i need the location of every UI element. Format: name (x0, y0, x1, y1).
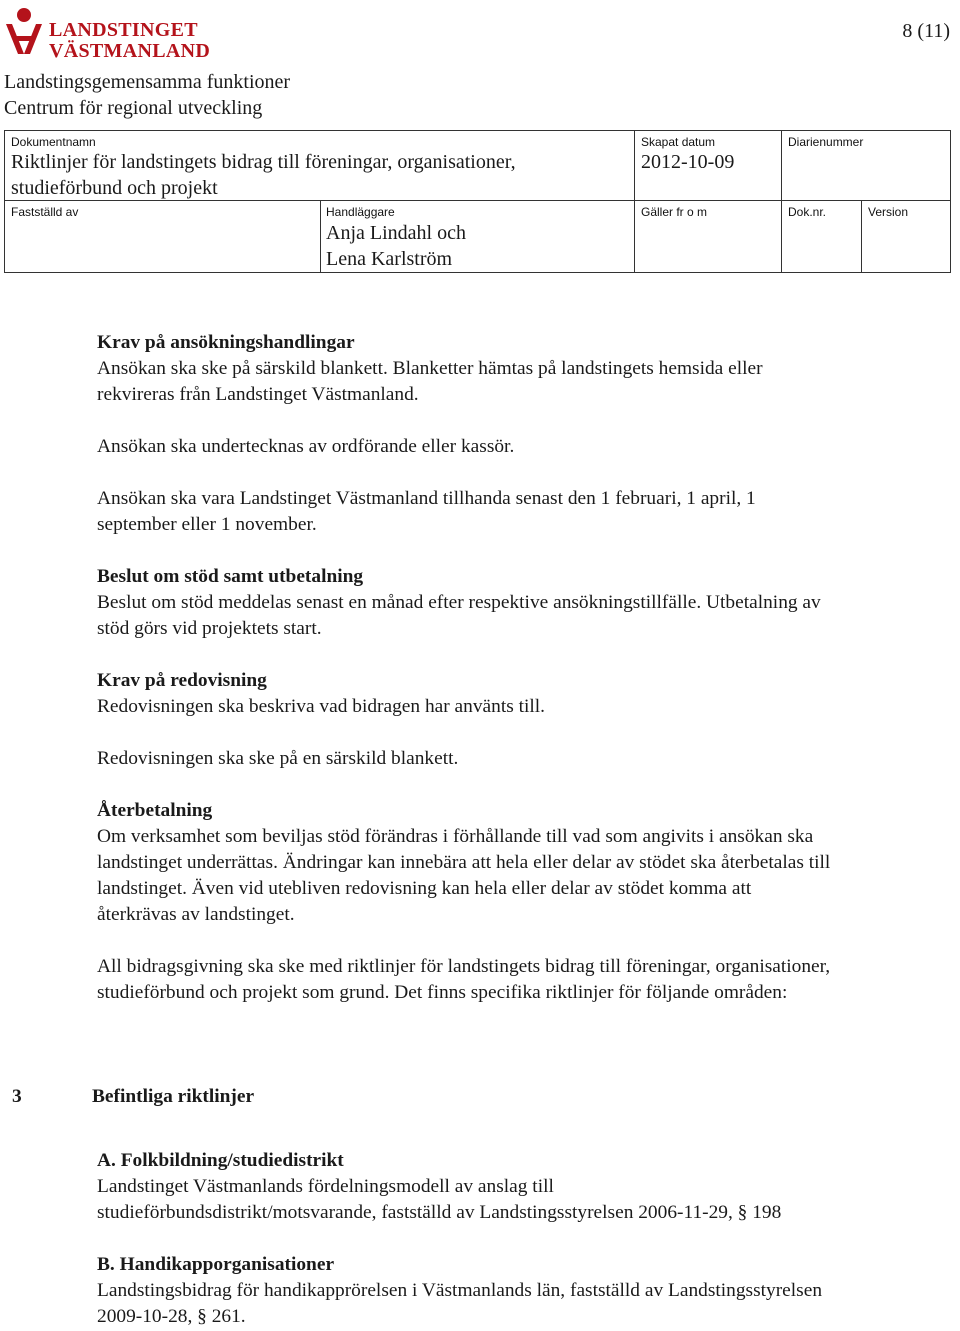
guideline-heading: B. Handikapporganisationer (97, 1254, 335, 1275)
dokumentnamn-value (11, 149, 516, 201)
dokumentnamn-line-2: studieförbund och projekt (11, 177, 218, 199)
paragraph-line: Ansökan ska undertecknas av ordförande eller kassör. (97, 436, 515, 457)
chapter-heading (12, 1084, 254, 1110)
table-divider (320, 200, 321, 272)
table-divider (861, 200, 862, 272)
paragraph-line: All bidragsgivning ska ske med riktlinjer för landstingets bidrag till föreningar, organisationer, (97, 956, 831, 977)
guidelines-list (97, 1148, 959, 1330)
page-number: 8 (11) (902, 20, 950, 42)
logo-line-1: LANDSTINGET (49, 19, 198, 41)
document-body (97, 330, 959, 1006)
section-heading: Krav på ansökningshandlingar (97, 332, 355, 353)
organisation-block (4, 69, 290, 121)
paragraph-line: 2009-10-28, § 261. (97, 1306, 246, 1327)
paragraph-line: studieförbund och projekt som grund. Det finns specifika riktlinjer för följande områden: (97, 982, 788, 1003)
paragraph-line: Ansökan ska ske på särskild blankett. Blanketter hämtas på landstingets hemsida eller (97, 358, 763, 379)
landstinget-logo (4, 6, 211, 62)
handlaggare-line-2: Lena Karlström (326, 248, 453, 270)
handlaggare-line-1: Anja Lindahl och (326, 222, 466, 244)
paragraph-line: landstinget. Även vid utebliven redovisning kan hela eller delar av stödet komma att (97, 878, 752, 899)
dokumentnamn-label: Dokumentnamn (11, 135, 96, 149)
guideline-item-b (97, 1252, 959, 1330)
paragraph-line: stöd görs vid projektets start. (97, 618, 322, 639)
paragraph-line: Landstinget Västmanlands fördelningsmodell av anslag till (97, 1176, 554, 1197)
document-metadata-table (4, 130, 951, 273)
guideline-heading: A. Folkbildning/studiedistrikt (97, 1150, 344, 1171)
section-beslut (97, 564, 959, 642)
section-ansokan (97, 330, 959, 538)
section-redovisning (97, 668, 959, 772)
handlaggare-label: Handläggare (326, 205, 395, 219)
paragraph-line: Landstingsbidrag för handikapprörelsen i Västmanlands län, fastställd av Landstingsstyrelsen (97, 1280, 823, 1301)
paragraph-line: Redovisningen ska beskriva vad bidragen har använts till. (97, 696, 546, 717)
galler-fr-o-m-label: Gäller fr o m (641, 205, 708, 219)
paragraph-line: återkrävas av landstinget. (97, 904, 295, 925)
section-aterbetalning (97, 798, 959, 928)
chapter-number: 3 (12, 1086, 22, 1107)
skapat-datum-label: Skapat datum (641, 135, 716, 149)
guideline-item-a (97, 1148, 959, 1226)
paragraph-line: september eller 1 november. (97, 514, 317, 535)
paragraph-line: Beslut om stöd meddelas senast en månad efter respektive ansökningstillfälle. Utbetalning av (97, 592, 821, 613)
faststalld-av-label: Fastställd av (11, 205, 79, 219)
skapat-datum-value: 2012-10-09 (641, 151, 735, 173)
handlaggare-value (326, 220, 466, 272)
table-divider (781, 131, 782, 272)
section-heading: Återbetalning (97, 800, 213, 821)
paragraph-line: Om verksamhet som beviljas stöd förändras i förhållande till vad som angivits i ansökan ska (97, 826, 814, 847)
paragraph-line: Redovisningen ska ske på en särskild blankett. (97, 748, 459, 769)
section-heading: Beslut om stöd samt utbetalning (97, 566, 364, 587)
logo-emblem-icon (4, 6, 48, 58)
version-label: Version (868, 205, 909, 219)
chapter-title: Befintliga riktlinjer (92, 1086, 255, 1107)
paragraph-line: Ansökan ska vara Landstinget Västmanland tillhanda senast den 1 februari, 1 april, 1 (97, 488, 756, 509)
paragraph-line: rekvireras från Landstinget Västmanland. (97, 384, 419, 405)
org-line-1: Landstingsgemensamma funktioner (4, 71, 291, 93)
table-divider (634, 131, 635, 272)
paragraph-line: landstinget underrättas. Ändringar kan innebära att hela eller delar av stödet ska återbetalas till (97, 852, 831, 873)
org-line-2: Centrum för regional utveckling (4, 97, 263, 119)
logo-line-2: VÄSTMANLAND (49, 40, 211, 62)
dok-nr-label: Dok.nr. (788, 205, 827, 219)
paragraph-line: studieförbundsdistrikt/motsvarande, fastställd av Landstingsstyrelsen 2006-11-29, § 198 (97, 1202, 782, 1223)
section-heading: Krav på redovisning (97, 670, 267, 691)
dokumentnamn-line-1: Riktlinjer för landstingets bidrag till föreningar, organisationer, (11, 151, 516, 173)
diarienummer-label: Diarienummer (788, 135, 864, 149)
section-allman (97, 954, 959, 1006)
